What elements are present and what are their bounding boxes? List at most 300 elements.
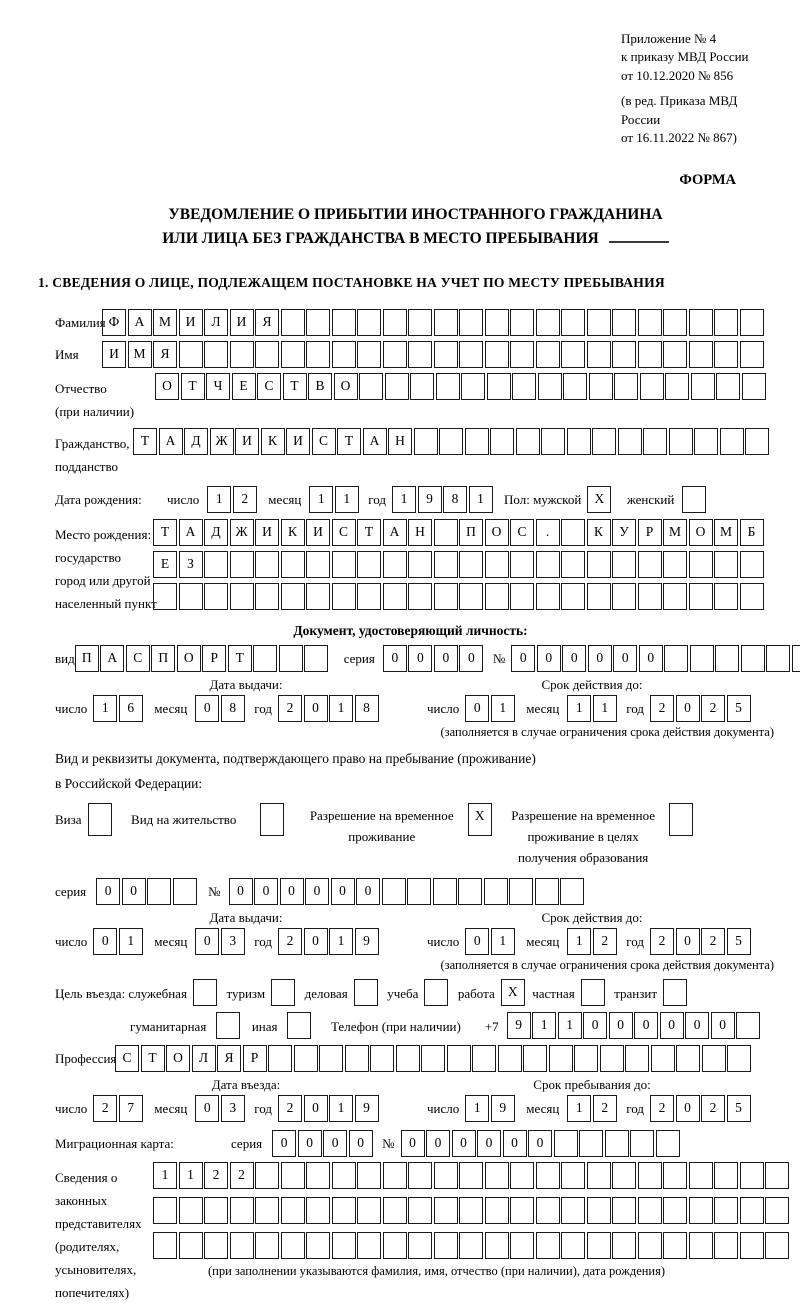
doc-valid-year-cell[interactable]: 5 [727,695,751,722]
birthplace-cell[interactable] [740,583,764,610]
birthplace-cell[interactable] [434,583,458,610]
birthplace-cell[interactable] [510,551,534,578]
profession-cell[interactable] [702,1045,726,1072]
migr-number-cell[interactable] [656,1130,680,1157]
birthplace-cell[interactable]: И [255,519,279,546]
entry-day-cell[interactable]: 7 [119,1095,143,1122]
patronymic-cell[interactable]: О [155,373,179,400]
birthplace-cell[interactable]: С [510,519,534,546]
representative-cell[interactable] [638,1232,662,1259]
patronymic-cell[interactable]: В [308,373,332,400]
representative-cell[interactable] [179,1197,203,1224]
temp-permit-checkbox-cell[interactable]: X [468,803,492,836]
citizenship-cell[interactable]: Т [133,428,157,455]
representative-cell[interactable] [357,1162,381,1189]
surname-cell[interactable] [281,309,305,336]
doc-valid-year-cell[interactable]: 0 [676,695,700,722]
representative-cell[interactable] [510,1232,534,1259]
citizenship-cell[interactable]: А [363,428,387,455]
birthplace-cell[interactable] [638,551,662,578]
permit-number-cell[interactable] [484,878,508,905]
profession-cell[interactable] [294,1045,318,1072]
migr-number-cell[interactable]: 0 [426,1130,450,1157]
birth-year-cell[interactable]: 1 [392,486,416,513]
surname-cell[interactable] [434,309,458,336]
stay-year-cell[interactable]: 5 [727,1095,751,1122]
profession-cell[interactable]: Л [192,1045,216,1072]
surname-cell[interactable]: Я [255,309,279,336]
phone-cell[interactable]: 0 [609,1012,633,1039]
citizenship-cell[interactable] [439,428,463,455]
permit-number-cell[interactable] [560,878,584,905]
birth-year-cell[interactable]: 9 [418,486,442,513]
birthplace-cell[interactable]: З [179,551,203,578]
patronymic-cell[interactable]: С [257,373,281,400]
name-cell[interactable]: Я [153,341,177,368]
doc-number-cell[interactable]: 0 [613,645,637,672]
representative-cell[interactable] [612,1232,636,1259]
doc-kind-cell[interactable]: П [151,645,175,672]
purpose-humanitarian-checkbox-cell[interactable] [216,1012,240,1039]
doc-kind-cell[interactable]: О [177,645,201,672]
doc-number-cell[interactable]: 0 [511,645,535,672]
birthplace-cell[interactable] [332,551,356,578]
surname-cell[interactable] [663,309,687,336]
permit-issue-year-cell[interactable]: 9 [355,928,379,955]
phone-cell[interactable]: 0 [711,1012,735,1039]
birth-month-cell[interactable]: 1 [335,486,359,513]
representative-cell[interactable] [663,1162,687,1189]
permit-valid-year-cell[interactable]: 2 [701,928,725,955]
permit-issue-day-cell[interactable]: 0 [93,928,117,955]
doc-kind-cell[interactable]: А [100,645,124,672]
representative-cell[interactable] [536,1162,560,1189]
representative-cell[interactable] [230,1232,254,1259]
surname-cell[interactable] [561,309,585,336]
birthplace-cell[interactable] [485,551,509,578]
patronymic-cell[interactable] [589,373,613,400]
representative-cell[interactable] [638,1197,662,1224]
birthplace-cell[interactable] [230,551,254,578]
birthplace-cell[interactable] [357,583,381,610]
migr-number-cell[interactable]: 0 [452,1130,476,1157]
patronymic-cell[interactable] [716,373,740,400]
permit-number-cell[interactable]: 0 [229,878,253,905]
patronymic-cell[interactable] [461,373,485,400]
birthplace-cell[interactable] [153,583,177,610]
birthplace-cell[interactable]: Е [153,551,177,578]
representative-cell[interactable] [281,1232,305,1259]
citizenship-cell[interactable]: Н [388,428,412,455]
entry-day-cell[interactable]: 2 [93,1095,117,1122]
birthplace-cell[interactable] [281,551,305,578]
profession-cell[interactable]: Р [243,1045,267,1072]
permit-number-cell[interactable] [433,878,457,905]
representative-cell[interactable] [714,1232,738,1259]
birthplace-cell[interactable] [612,583,636,610]
name-cell[interactable] [332,341,356,368]
doc-kind-cell[interactable] [279,645,303,672]
profession-cell[interactable] [268,1045,292,1072]
patronymic-cell[interactable]: Е [232,373,256,400]
representative-cell[interactable] [663,1232,687,1259]
birthplace-cell[interactable] [561,519,585,546]
surname-cell[interactable] [332,309,356,336]
birthplace-cell[interactable] [663,583,687,610]
edu-permit-checkbox-cell[interactable] [669,803,693,836]
doc-issue-day-cell[interactable]: 1 [93,695,117,722]
phone-cell[interactable]: 1 [532,1012,556,1039]
migr-number-cell[interactable] [554,1130,578,1157]
migr-number-cell[interactable]: 0 [503,1130,527,1157]
doc-issue-year-cell[interactable]: 8 [355,695,379,722]
name-cell[interactable] [204,341,228,368]
permit-valid-day-cell[interactable]: 1 [491,928,515,955]
permit-number-cell[interactable] [509,878,533,905]
representative-cell[interactable] [587,1232,611,1259]
patronymic-cell[interactable] [385,373,409,400]
citizenship-cell[interactable] [643,428,667,455]
representative-cell[interactable] [332,1162,356,1189]
birthplace-cell[interactable] [179,583,203,610]
citizenship-cell[interactable]: Ж [210,428,234,455]
representative-cell[interactable]: 1 [179,1162,203,1189]
birth-year-cell[interactable]: 8 [443,486,467,513]
doc-issue-year-cell[interactable]: 0 [304,695,328,722]
representative-cell[interactable] [434,1232,458,1259]
birthplace-cell[interactable]: Ж [230,519,254,546]
permit-number-cell[interactable]: 0 [331,878,355,905]
birthplace-cell[interactable] [689,583,713,610]
birthplace-cell[interactable] [459,583,483,610]
permit-issue-day-cell[interactable]: 1 [119,928,143,955]
birthplace-cell[interactable] [230,583,254,610]
surname-cell[interactable] [714,309,738,336]
representative-cell[interactable] [153,1197,177,1224]
representative-cell[interactable] [714,1197,738,1224]
profession-cell[interactable] [676,1045,700,1072]
name-cell[interactable] [230,341,254,368]
representative-cell[interactable] [230,1197,254,1224]
permit-issue-year-cell[interactable]: 0 [304,928,328,955]
purpose-private-checkbox-cell[interactable] [581,979,605,1006]
migr-number-cell[interactable] [605,1130,629,1157]
surname-cell[interactable] [485,309,509,336]
representative-cell[interactable] [179,1232,203,1259]
citizenship-cell[interactable] [490,428,514,455]
name-cell[interactable] [179,341,203,368]
patronymic-cell[interactable] [691,373,715,400]
migr-series-cell[interactable]: 0 [298,1130,322,1157]
doc-kind-cell[interactable]: Т [228,645,252,672]
representative-cell[interactable] [255,1162,279,1189]
representative-cell[interactable] [408,1162,432,1189]
citizenship-cell[interactable] [541,428,565,455]
representative-cell[interactable] [459,1232,483,1259]
doc-number-cell[interactable] [766,645,790,672]
permit-number-cell[interactable] [407,878,431,905]
name-cell[interactable] [281,341,305,368]
purpose-tourism-checkbox-cell[interactable] [271,979,295,1006]
stay-month-cell[interactable]: 2 [593,1095,617,1122]
profession-cell[interactable] [319,1045,343,1072]
patronymic-cell[interactable]: Т [181,373,205,400]
representative-cell[interactable] [281,1197,305,1224]
purpose-other-checkbox-cell[interactable] [287,1012,311,1039]
name-cell[interactable] [510,341,534,368]
profession-cell[interactable] [345,1045,369,1072]
permit-valid-year-cell[interactable]: 5 [727,928,751,955]
representative-cell[interactable] [434,1162,458,1189]
birthplace-cell[interactable] [255,583,279,610]
name-cell[interactable] [408,341,432,368]
name-cell[interactable] [638,341,662,368]
doc-kind-cell[interactable] [253,645,277,672]
surname-cell[interactable] [612,309,636,336]
permit-number-cell[interactable] [535,878,559,905]
birth-day-cell[interactable]: 2 [233,486,257,513]
representative-cell[interactable] [561,1162,585,1189]
surname-cell[interactable] [587,309,611,336]
surname-cell[interactable]: А [128,309,152,336]
citizenship-cell[interactable] [414,428,438,455]
doc-number-cell[interactable] [792,645,800,672]
profession-cell[interactable] [523,1045,547,1072]
permit-number-cell[interactable] [458,878,482,905]
doc-issue-year-cell[interactable]: 1 [329,695,353,722]
name-cell[interactable] [357,341,381,368]
doc-number-cell[interactable]: 0 [588,645,612,672]
stay-year-cell[interactable]: 2 [650,1095,674,1122]
birthplace-cell[interactable] [510,583,534,610]
doc-valid-year-cell[interactable]: 2 [701,695,725,722]
citizenship-cell[interactable] [516,428,540,455]
citizenship-cell[interactable]: К [261,428,285,455]
migr-series-cell[interactable]: 0 [349,1130,373,1157]
name-cell[interactable] [714,341,738,368]
birthplace-cell[interactable] [740,551,764,578]
patronymic-cell[interactable] [665,373,689,400]
birthplace-cell[interactable]: О [485,519,509,546]
representative-cell[interactable] [536,1232,560,1259]
permit-series-cell[interactable]: 0 [122,878,146,905]
representative-cell[interactable] [459,1162,483,1189]
citizenship-cell[interactable] [694,428,718,455]
phone-cell[interactable]: 0 [583,1012,607,1039]
representative-cell[interactable] [306,1197,330,1224]
visa-checkbox-cell[interactable] [88,803,112,836]
doc-kind-cell[interactable]: С [126,645,150,672]
birthplace-cell[interactable] [204,551,228,578]
birthplace-cell[interactable]: И [306,519,330,546]
representative-cell[interactable] [383,1232,407,1259]
profession-cell[interactable] [447,1045,471,1072]
citizenship-cell[interactable]: А [159,428,183,455]
purpose-study-checkbox-cell[interactable] [424,979,448,1006]
representative-cell[interactable] [714,1162,738,1189]
surname-cell[interactable] [357,309,381,336]
representative-cell[interactable] [740,1197,764,1224]
surname-cell[interactable]: И [230,309,254,336]
birthplace-cell[interactable] [536,583,560,610]
representative-cell[interactable] [765,1162,789,1189]
birthplace-cell[interactable] [306,583,330,610]
birthplace-cell[interactable] [332,583,356,610]
permit-valid-year-cell[interactable]: 2 [650,928,674,955]
permit-issue-month-cell[interactable]: 0 [195,928,219,955]
doc-issue-year-cell[interactable]: 2 [278,695,302,722]
surname-cell[interactable] [408,309,432,336]
representative-cell[interactable] [536,1197,560,1224]
patronymic-cell[interactable] [640,373,664,400]
representative-cell[interactable] [612,1197,636,1224]
phone-cell[interactable] [736,1012,760,1039]
permit-valid-month-cell[interactable]: 2 [593,928,617,955]
sex-male-checkbox-cell[interactable]: X [587,486,611,513]
migr-number-cell[interactable] [630,1130,654,1157]
entry-year-cell[interactable]: 0 [304,1095,328,1122]
patronymic-cell[interactable] [512,373,536,400]
profession-cell[interactable]: Т [141,1045,165,1072]
profession-cell[interactable]: С [115,1045,139,1072]
representative-cell[interactable] [281,1162,305,1189]
entry-year-cell[interactable]: 1 [329,1095,353,1122]
permit-valid-year-cell[interactable]: 0 [676,928,700,955]
name-cell[interactable] [587,341,611,368]
profession-cell[interactable] [396,1045,420,1072]
birthplace-cell[interactable]: С [332,519,356,546]
profession-cell[interactable]: Я [217,1045,241,1072]
birthplace-cell[interactable] [536,551,560,578]
birthplace-cell[interactable] [383,551,407,578]
birthplace-cell[interactable] [714,583,738,610]
name-cell[interactable]: И [102,341,126,368]
doc-kind-cell[interactable]: П [75,645,99,672]
patronymic-cell[interactable] [410,373,434,400]
name-cell[interactable] [689,341,713,368]
profession-cell[interactable] [625,1045,649,1072]
representative-cell[interactable] [434,1197,458,1224]
representative-cell[interactable] [740,1162,764,1189]
doc-issue-month-cell[interactable]: 0 [195,695,219,722]
stay-year-cell[interactable]: 0 [676,1095,700,1122]
representative-cell[interactable] [765,1232,789,1259]
name-cell[interactable]: М [128,341,152,368]
birthplace-cell[interactable]: О [689,519,713,546]
representative-cell[interactable] [765,1197,789,1224]
surname-cell[interactable] [510,309,534,336]
purpose-business-checkbox-cell[interactable] [354,979,378,1006]
profession-cell[interactable]: О [166,1045,190,1072]
representative-cell[interactable]: 2 [204,1162,228,1189]
birthplace-cell[interactable] [408,551,432,578]
representative-cell[interactable] [204,1197,228,1224]
surname-cell[interactable] [638,309,662,336]
surname-cell[interactable] [306,309,330,336]
surname-cell[interactable]: И [179,309,203,336]
birthplace-cell[interactable] [714,551,738,578]
purpose-official-checkbox-cell[interactable] [193,979,217,1006]
birthplace-cell[interactable] [408,583,432,610]
citizenship-cell[interactable] [618,428,642,455]
patronymic-cell[interactable] [487,373,511,400]
migr-series-cell[interactable]: 0 [323,1130,347,1157]
birthplace-cell[interactable]: Б [740,519,764,546]
profession-cell[interactable] [727,1045,751,1072]
phone-cell[interactable]: 0 [634,1012,658,1039]
doc-number-cell[interactable]: 0 [562,645,586,672]
doc-number-cell[interactable] [715,645,739,672]
birthplace-cell[interactable] [255,551,279,578]
entry-year-cell[interactable]: 9 [355,1095,379,1122]
name-cell[interactable] [434,341,458,368]
name-cell[interactable] [485,341,509,368]
representative-cell[interactable] [740,1232,764,1259]
surname-cell[interactable]: Ф [102,309,126,336]
citizenship-cell[interactable]: Т [337,428,361,455]
representative-cell[interactable] [357,1232,381,1259]
permit-number-cell[interactable]: 0 [356,878,380,905]
citizenship-cell[interactable] [669,428,693,455]
migr-number-cell[interactable]: 0 [401,1130,425,1157]
phone-cell[interactable]: 0 [660,1012,684,1039]
profession-cell[interactable] [651,1045,675,1072]
citizenship-cell[interactable]: Д [184,428,208,455]
phone-cell[interactable]: 1 [558,1012,582,1039]
birthplace-cell[interactable] [663,551,687,578]
doc-series-cell[interactable]: 0 [383,645,407,672]
name-cell[interactable] [561,341,585,368]
representative-cell[interactable] [612,1162,636,1189]
doc-number-cell[interactable] [690,645,714,672]
birthplace-cell[interactable] [357,551,381,578]
birthplace-cell[interactable] [306,551,330,578]
doc-series-cell[interactable]: 0 [459,645,483,672]
birthplace-cell[interactable]: Н [408,519,432,546]
migr-number-cell[interactable]: 0 [528,1130,552,1157]
permit-number-cell[interactable]: 0 [254,878,278,905]
citizenship-cell[interactable] [465,428,489,455]
representative-cell[interactable] [510,1162,534,1189]
birthplace-cell[interactable]: У [612,519,636,546]
representative-cell[interactable] [510,1197,534,1224]
name-cell[interactable] [612,341,636,368]
representative-cell[interactable] [459,1197,483,1224]
migr-number-cell[interactable] [579,1130,603,1157]
representative-cell[interactable] [255,1232,279,1259]
doc-issue-month-cell[interactable]: 8 [221,695,245,722]
sex-female-checkbox-cell[interactable] [682,486,706,513]
doc-kind-cell[interactable]: Р [202,645,226,672]
doc-series-cell[interactable]: 0 [408,645,432,672]
birthplace-cell[interactable] [587,583,611,610]
doc-series-cell[interactable]: 0 [434,645,458,672]
doc-number-cell[interactable] [664,645,688,672]
representative-cell[interactable] [255,1197,279,1224]
birthplace-cell[interactable]: Т [357,519,381,546]
representative-cell[interactable] [587,1197,611,1224]
birthplace-cell[interactable] [689,551,713,578]
representative-cell[interactable] [638,1162,662,1189]
birthplace-cell[interactable] [612,551,636,578]
representative-cell[interactable] [332,1232,356,1259]
permit-series-cell[interactable] [173,878,197,905]
birthplace-cell[interactable] [561,551,585,578]
patronymic-cell[interactable]: Т [283,373,307,400]
representative-cell[interactable] [357,1197,381,1224]
entry-month-cell[interactable]: 0 [195,1095,219,1122]
migr-number-cell[interactable]: 0 [477,1130,501,1157]
